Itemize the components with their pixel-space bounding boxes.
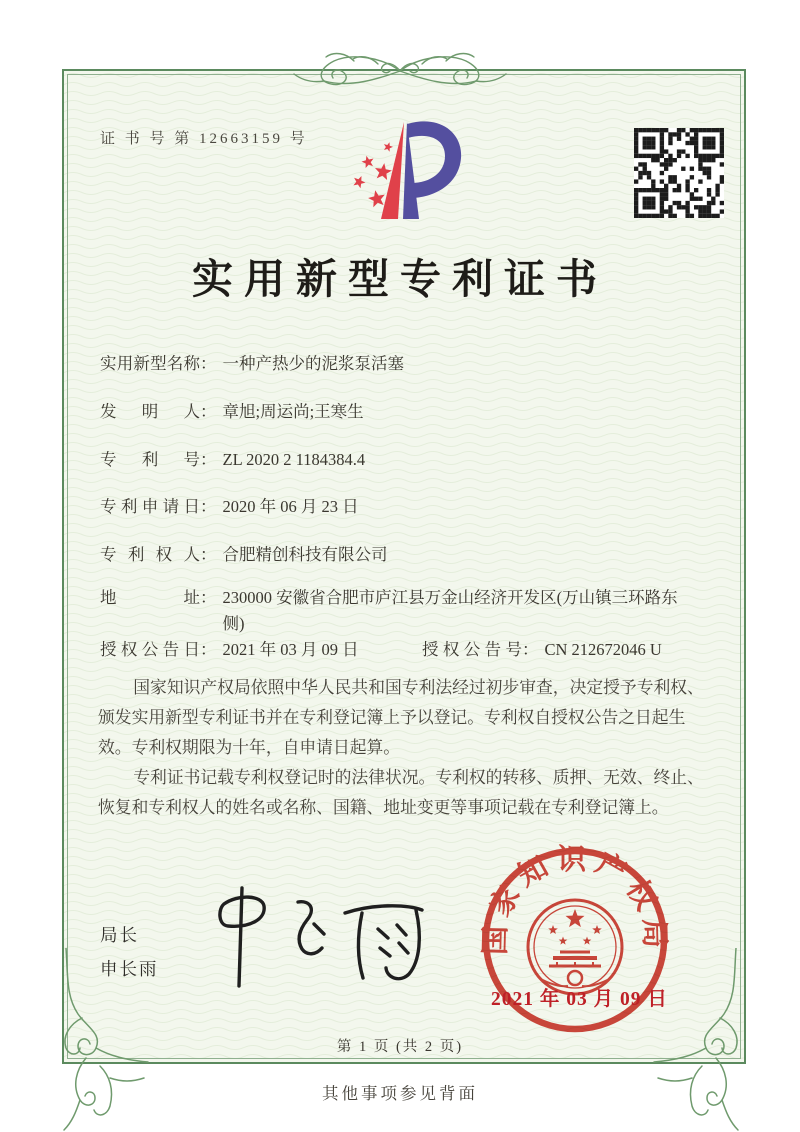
field-value: 合肥精创科技有限公司 [222,545,388,564]
field-row-patent-number: 专利号 ： ZL 2020 2 1184384.4 [100,447,690,473]
certificate-title: 实用新型专利证书 [192,256,608,302]
field-value: ZL 2020 2 1184384.4 [222,450,366,469]
top-border-flourish-ornament [290,50,510,92]
seal-ring-text: 国家知识产权局 [479,843,671,956]
handwritten-signature [210,882,435,992]
field-row-address: 地址 ： 230000 安徽省合肥市庐江县万金山经济开发区(万山镇三环路东侧) [100,585,690,637]
field-label: 专利权人 [100,545,200,564]
national-emblem-icon [528,900,622,994]
cnipa-logo-icon [335,110,465,232]
legal-text-block [98,673,704,823]
grant-date-pair: 授权公告日 ： 2021 年 03 月 09 日 [100,637,422,663]
director-title-label: 局长 [100,925,139,945]
grant-number-pair: 授权公告号 ： CN 212672046 U [422,637,662,663]
seal-date: 2021 年 03 月 09 日 [491,989,668,1010]
field-value: CN 212672046 U [544,640,662,659]
field-row-utility-model-name: 实用新型名称 ： 一种产热少的泥浆泵活塞 [100,351,690,377]
field-value: 2021 年 03 月 09 日 [222,640,359,659]
director-name-label: 申长雨 [100,959,159,979]
field-row-application-date: 专利申请日 ： 2020 年 06 月 23 日 [100,494,690,520]
field-row-patentee: 专利权人 ： 合肥精创科技有限公司 [100,542,690,568]
field-row-inventors: 发明人 ： 章旭;周运尚;王寒生 [100,399,690,425]
field-row-grant-announcement [100,637,690,663]
field-label: 专利申请日 [100,497,200,516]
qr-code [634,128,724,218]
field-label: 授权公告日 [100,640,200,659]
field-value: 230000 安徽省合肥市庐江县万金山经济开发区(万山镇三环路东侧) [222,588,678,633]
page-number: 第 1 页 (共 2 页) [336,1039,464,1055]
field-value: 一种产热少的泥浆泵活塞 [222,354,404,373]
certificate-number: 证 书 号 第 12663159 号 [100,131,308,147]
field-label: 授权公告号 [422,640,522,659]
see-back-note: 其他事项参见背面 [322,1084,478,1103]
field-label: 发明人 [100,402,200,421]
field-label: 专利号 [100,450,200,469]
field-value: 章旭;周运尚;王寒生 [222,402,364,421]
legal-paragraph-1: 国家知识产权局依照中华人民共和国专利法经过初步审查，决定授予专利权、颁发实用新型专利证书并在专利登记簿上予以登记。专利权自授权公告之日起生效。专利权期限为十年，自申请日起算。 [98,678,704,757]
legal-paragraph-2: 专利证书记载专利权登记时的法律状况。专利权的转移、质押、无效、终止、恢复和专利权人的姓名或名称、国籍、地址变更等事项记载在专利登记簿上。 [98,768,704,817]
field-label: 实用新型名称 [100,354,200,373]
field-label: 地址 [100,588,200,607]
field-value: 2020 年 06 月 23 日 [222,497,359,516]
